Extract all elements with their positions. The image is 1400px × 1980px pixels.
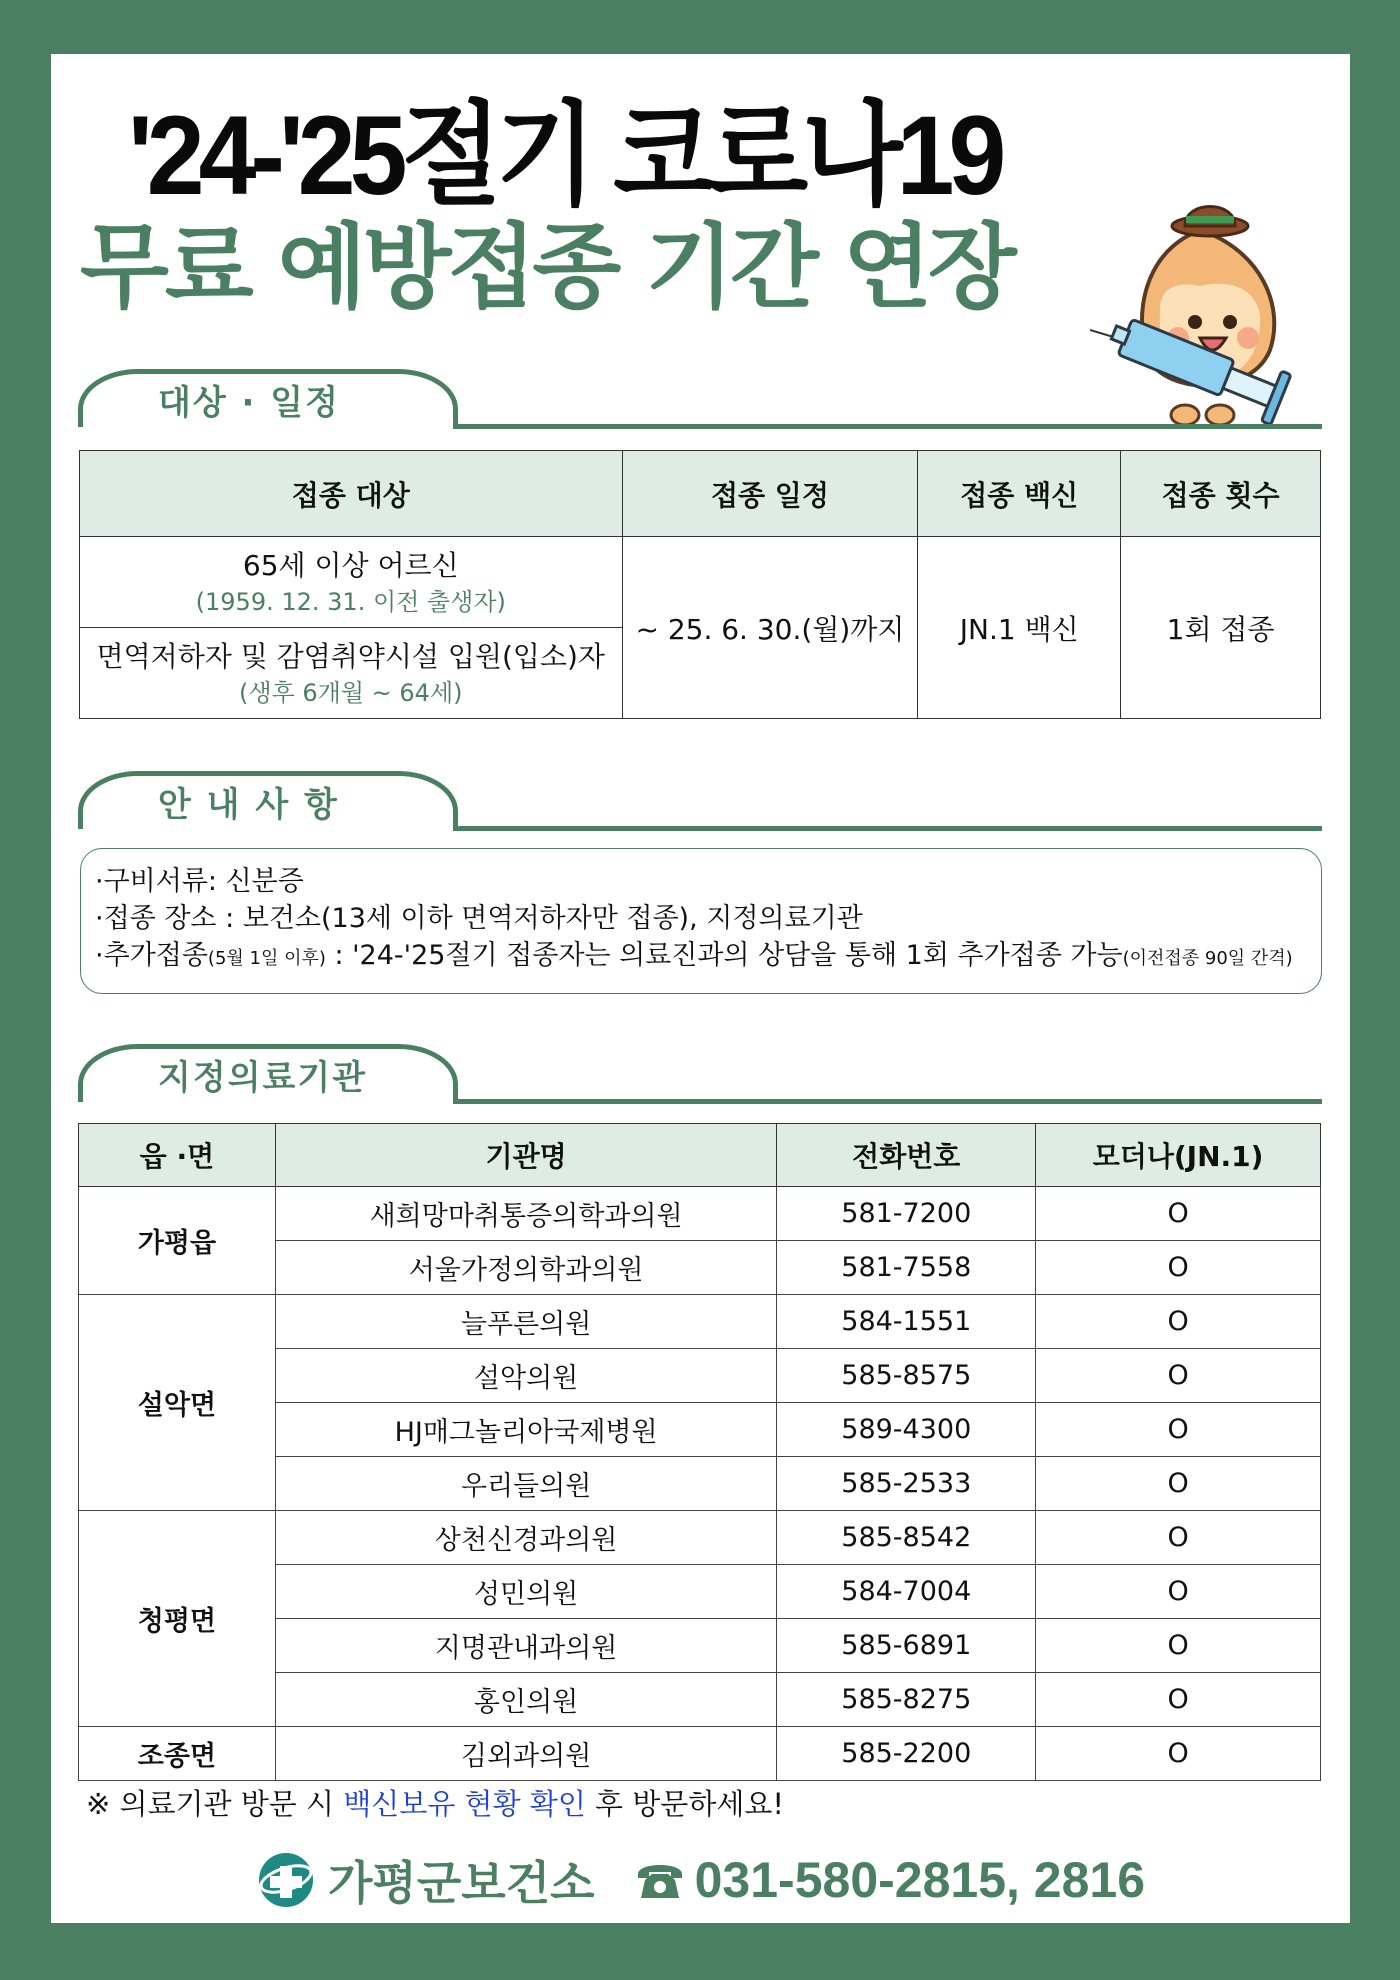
table-header-row: [79, 1124, 1321, 1187]
notice-highlight: 백신보유 현황 확인: [343, 1787, 586, 1821]
clinics-table: [78, 1123, 1321, 1781]
clinic-name: 새희망마취통증의학과의원: [275, 1187, 777, 1241]
column-header: 접종 횟수: [1121, 451, 1321, 537]
moderna-availability: O: [1036, 1511, 1321, 1565]
clinic-phone: 585-6891: [777, 1619, 1036, 1673]
table-row: [79, 1295, 1321, 1349]
clinic-name: 지명관내과의원: [275, 1619, 777, 1673]
doses-cell: 1회 접종: [1121, 537, 1321, 719]
organization-name: 가평군보건소: [328, 1856, 595, 1910]
section-header-target-schedule: [78, 369, 1322, 429]
notice-item: [95, 937, 1307, 977]
moderna-availability: O: [1036, 1727, 1321, 1781]
health-center-logo-icon: [258, 1852, 314, 1908]
clinic-name: 상천신경과의원: [275, 1511, 777, 1565]
column-header: 기관명: [275, 1124, 777, 1187]
clinic-phone: 581-7558: [777, 1241, 1036, 1295]
moderna-availability: O: [1036, 1403, 1321, 1457]
column-header: 읍 ·면: [79, 1124, 276, 1187]
table-row: [79, 1727, 1321, 1781]
clinic-name: 성민의원: [275, 1565, 777, 1619]
clinic-phone: 581-7200: [777, 1187, 1036, 1241]
region-cell: 설악면: [79, 1295, 276, 1511]
phone-number: 031-580-2815, 2816: [694, 1852, 1146, 1908]
visit-notice: [86, 1782, 784, 1823]
table-row: [80, 537, 1321, 628]
region-cell: 청평면: [79, 1511, 276, 1727]
notice-item: ·구비서류: 신분증: [95, 866, 304, 897]
notice-text-note: (이전접종 90일 간격): [1122, 948, 1293, 969]
table-row: [79, 1187, 1321, 1241]
section-divider: [453, 1099, 1322, 1104]
target-main: 65세 이상 어르신: [242, 548, 459, 582]
clinic-name: HJ매그놀리아국제병원: [275, 1403, 777, 1457]
moderna-availability: O: [1036, 1673, 1321, 1727]
notice-label: ·추가접종: [95, 940, 208, 971]
clinic-name: 늘푸른의원: [275, 1295, 777, 1349]
table-header-row: [80, 451, 1321, 537]
column-header: 접종 대상: [80, 451, 623, 537]
moderna-availability: O: [1036, 1241, 1321, 1295]
clinic-phone: 584-1551: [777, 1295, 1036, 1349]
moderna-availability: O: [1036, 1565, 1321, 1619]
footer: [258, 1842, 1145, 1918]
telephone-icon: [635, 1860, 685, 1900]
clinic-phone: 585-8275: [777, 1673, 1036, 1727]
clinic-name: 홍인의원: [275, 1673, 777, 1727]
section-divider: [453, 826, 1322, 831]
target-sub: (생후 6개월 ~ 64세): [239, 678, 463, 707]
clinic-phone: 585-2533: [777, 1457, 1036, 1511]
title-line-2: 무료 예방접종 기간 연장: [80, 214, 1013, 321]
target-main: 면역저하자 및 감염취약시설 입원(입소)자: [96, 639, 605, 673]
notice-text: : '24-'25절기 접종자는 의료진과의 상담을 통해 1회 추가접종 가능: [325, 940, 1123, 971]
section-title: 안 내 사 항: [158, 785, 339, 825]
schedule-cell: ~ 25. 6. 30.(월)까지: [622, 537, 918, 719]
moderna-availability: O: [1036, 1619, 1321, 1673]
column-header: 접종 백신: [918, 451, 1121, 537]
moderna-availability: O: [1036, 1295, 1321, 1349]
column-header: 전화번호: [777, 1124, 1036, 1187]
title-line-1: '24-'25절기 코로나19: [128, 93, 1001, 219]
column-header: 모더나(JN.1): [1036, 1124, 1321, 1187]
clinic-phone: 584-7004: [777, 1565, 1036, 1619]
notice-label-note: (5월 1일 이후): [207, 948, 326, 969]
target-cell: [80, 537, 623, 628]
section-header-clinics: [78, 1044, 1322, 1104]
section-header-notice: [78, 771, 1322, 831]
section-title: 대상 · 일정: [158, 383, 340, 423]
clinic-phone: 589-4300: [777, 1403, 1036, 1457]
clinic-phone: 585-8542: [777, 1511, 1036, 1565]
clinic-phone: 585-8575: [777, 1349, 1036, 1403]
notice-suffix: 후 방문하세요!: [585, 1787, 784, 1821]
target-sub: (1959. 12. 31. 이전 출생자): [195, 587, 506, 616]
clinic-name: 우리들의원: [275, 1457, 777, 1511]
clinic-name: 서울가정의학과의원: [275, 1241, 777, 1295]
section-divider: [453, 424, 1322, 429]
section-title: 지정의료기관: [158, 1058, 368, 1098]
moderna-availability: O: [1036, 1349, 1321, 1403]
target-schedule-table: [79, 450, 1321, 719]
clinic-name: 김외과의원: [275, 1727, 777, 1781]
contact-phone: [635, 1851, 1145, 1909]
moderna-availability: O: [1036, 1187, 1321, 1241]
column-header: 접종 일정: [622, 451, 918, 537]
region-cell: 가평읍: [79, 1187, 276, 1295]
clinic-phone: 585-2200: [777, 1727, 1036, 1781]
notice-prefix: ※ 의료기관 방문 시: [86, 1787, 344, 1821]
target-cell: [80, 628, 623, 719]
table-row: [79, 1511, 1321, 1565]
clinic-name: 설악의원: [275, 1349, 777, 1403]
notice-item: ·접종 장소 : 보건소(13세 이하 면역저하자만 접종), 지정의료기관: [95, 903, 863, 934]
notice-box: [80, 848, 1322, 994]
moderna-availability: O: [1036, 1457, 1321, 1511]
vaccine-cell: JN.1 백신: [918, 537, 1121, 719]
region-cell: 조종면: [79, 1727, 276, 1781]
